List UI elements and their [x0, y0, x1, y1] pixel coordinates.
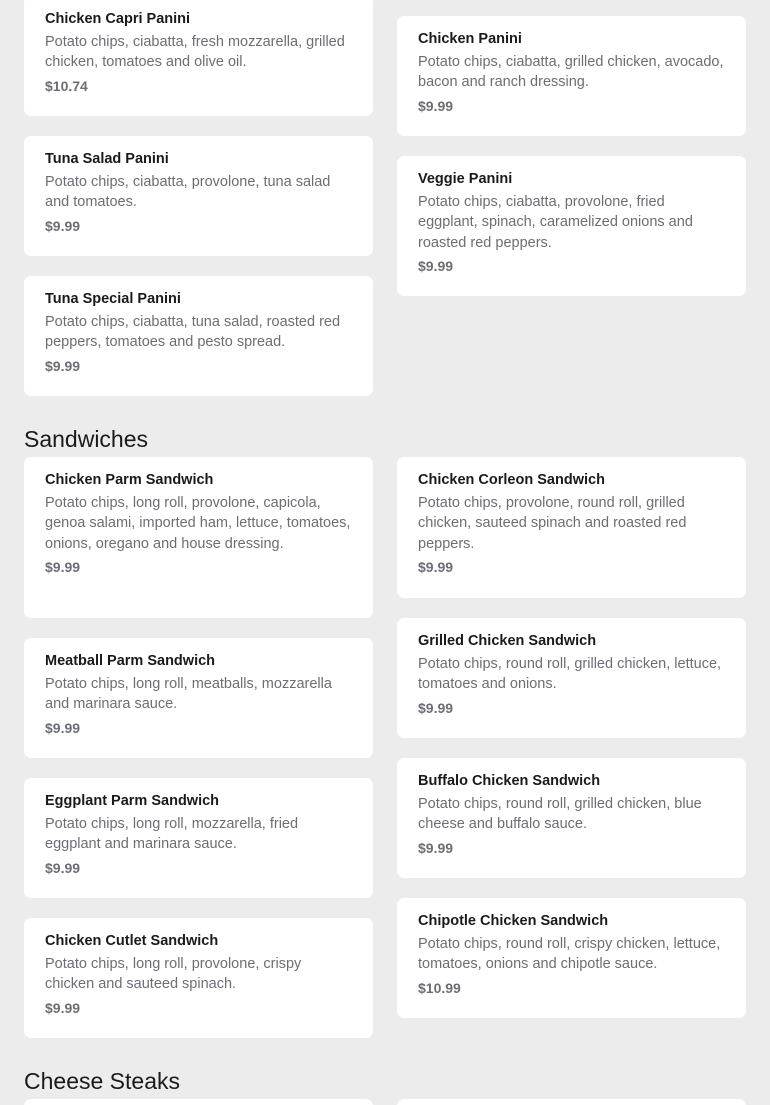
- menu-item-price: $9.99: [45, 859, 81, 876]
- menu-item-price: $9.99: [418, 699, 454, 716]
- menu-item-description: Potato chips, round roll, crispy chicken, lettuce, tomatoes, onions and chipotle sauce.: [418, 936, 721, 973]
- menu-item-price: $9.99: [45, 719, 81, 736]
- menu-item-name: Veggie Panini: [418, 171, 513, 187]
- menu-item-description: Potato chips, ciabatta, provolone, fried eggplant, spinach, caramelized onions and roasted red peppers.: [418, 194, 693, 251]
- menu-item-name: Chicken Panini: [418, 31, 522, 47]
- menu-item-name: Grilled Chicken Sandwich: [418, 633, 597, 649]
- menu-item-card-meatball-parm-sandwich[interactable]: [24, 638, 373, 758]
- menu-item-name: Chipotle Chicken Sandwich: [418, 913, 609, 929]
- menu-item-description: Potato chips, long roll, mozzarella, fried eggplant and marinara sauce.: [45, 816, 299, 853]
- menu-item-price: $9.99: [45, 558, 81, 575]
- section-title-cheese-steaks: Cheese Steaks: [24, 1068, 180, 1094]
- menu-item-name: Chicken Parm Sandwich: [45, 472, 214, 488]
- menu-item-card-buffalo-chicken-sandwich[interactable]: [397, 758, 746, 878]
- menu-item-name: Chicken Cutlet Sandwich: [45, 933, 219, 949]
- menu-item-card-tuna-special-panini[interactable]: [24, 276, 373, 396]
- menu-item-price: $9.99: [45, 217, 81, 234]
- menu-item-name: Chicken Corleon Sandwich: [418, 472, 605, 488]
- menu-item-price: $9.99: [45, 999, 81, 1016]
- menu-item-description: Potato chips, provolone, round roll, grilled chicken, sauteed spinach and roasted red peppers.: [418, 495, 687, 552]
- menu-item-price: $10.74: [45, 77, 88, 94]
- menu-item-name: Chicken Capri Panini: [45, 11, 191, 27]
- menu-item-price: $9.99: [418, 97, 454, 114]
- menu-item-name: Eggplant Parm Sandwich: [45, 793, 220, 809]
- menu-item-description: Potato chips, ciabatta, fresh mozzarella, grilled chicken, tomatoes and olive oil.: [45, 34, 345, 71]
- menu-item-description: Potato chips, ciabatta, provolone, tuna salad and tomatoes.: [45, 174, 331, 211]
- menu-item-card-chicken-parm-sandwich[interactable]: [24, 457, 373, 618]
- menu-item-price: $10.99: [418, 979, 461, 996]
- menu-item-price: $9.99: [418, 839, 454, 856]
- menu-item-price: $9.99: [418, 257, 454, 274]
- section-title-sandwiches: Sandwiches: [24, 426, 149, 452]
- menu-item-price: $9.99: [418, 558, 454, 575]
- menu-item-card-chicken-corleon-sandwich[interactable]: [397, 457, 746, 598]
- menu-item-description: Potato chips, ciabatta, tuna salad, roasted red peppers, tomatoes and pesto spread.: [45, 314, 341, 351]
- menu-item-price: $9.99: [45, 357, 81, 374]
- menu-item-card-veggie-panini[interactable]: [397, 156, 746, 296]
- menu-item-card-chicken-panini[interactable]: [397, 16, 746, 136]
- menu-item-description: Potato chips, ciabatta, grilled chicken, avocado, bacon and ranch dressing.: [418, 54, 724, 91]
- menu-item-name: Tuna Salad Panini: [45, 151, 169, 167]
- menu-item-card-grilled-chicken-sandwich[interactable]: [397, 618, 746, 738]
- menu-item-description: Potato chips, long roll, meatballs, mozzarella and marinara sauce.: [45, 676, 332, 713]
- menu-item-card-cheese-steak-partial[interactable]: [24, 1099, 373, 1105]
- menu-item-card-chipotle-chicken-sandwich[interactable]: [397, 898, 746, 1018]
- menu-item-name: Buffalo Chicken Sandwich: [418, 773, 601, 789]
- menu-item-name: Tuna Special Panini: [45, 291, 181, 307]
- menu-item-card-chicken-cutlet-sandwich[interactable]: [24, 918, 373, 1038]
- menu-item-description: Potato chips, long roll, provolone, capicola, genoa salami, imported ham, lettuce, tomatoes, onions, oregano and house dressing.: [45, 495, 351, 552]
- menu-item-card-tuna-salad-panini[interactable]: [24, 136, 373, 256]
- menu-item-description: Potato chips, long roll, provolone, crispy chicken and sauteed spinach.: [45, 956, 302, 993]
- menu-item-card-eggplant-parm-sandwich[interactable]: [24, 778, 373, 898]
- menu-item-description: Potato chips, round roll, grilled chicken, lettuce, tomatoes and onions.: [418, 656, 722, 693]
- menu-item-description: Potato chips, round roll, grilled chicken, blue cheese and buffalo sauce.: [418, 796, 702, 833]
- menu-item-name: Meatball Parm Sandwich: [45, 653, 216, 669]
- menu-item-card-chicken-capri-panini[interactable]: [24, 0, 373, 116]
- menu-item-card-cheese-steak-partial[interactable]: [397, 1099, 746, 1105]
